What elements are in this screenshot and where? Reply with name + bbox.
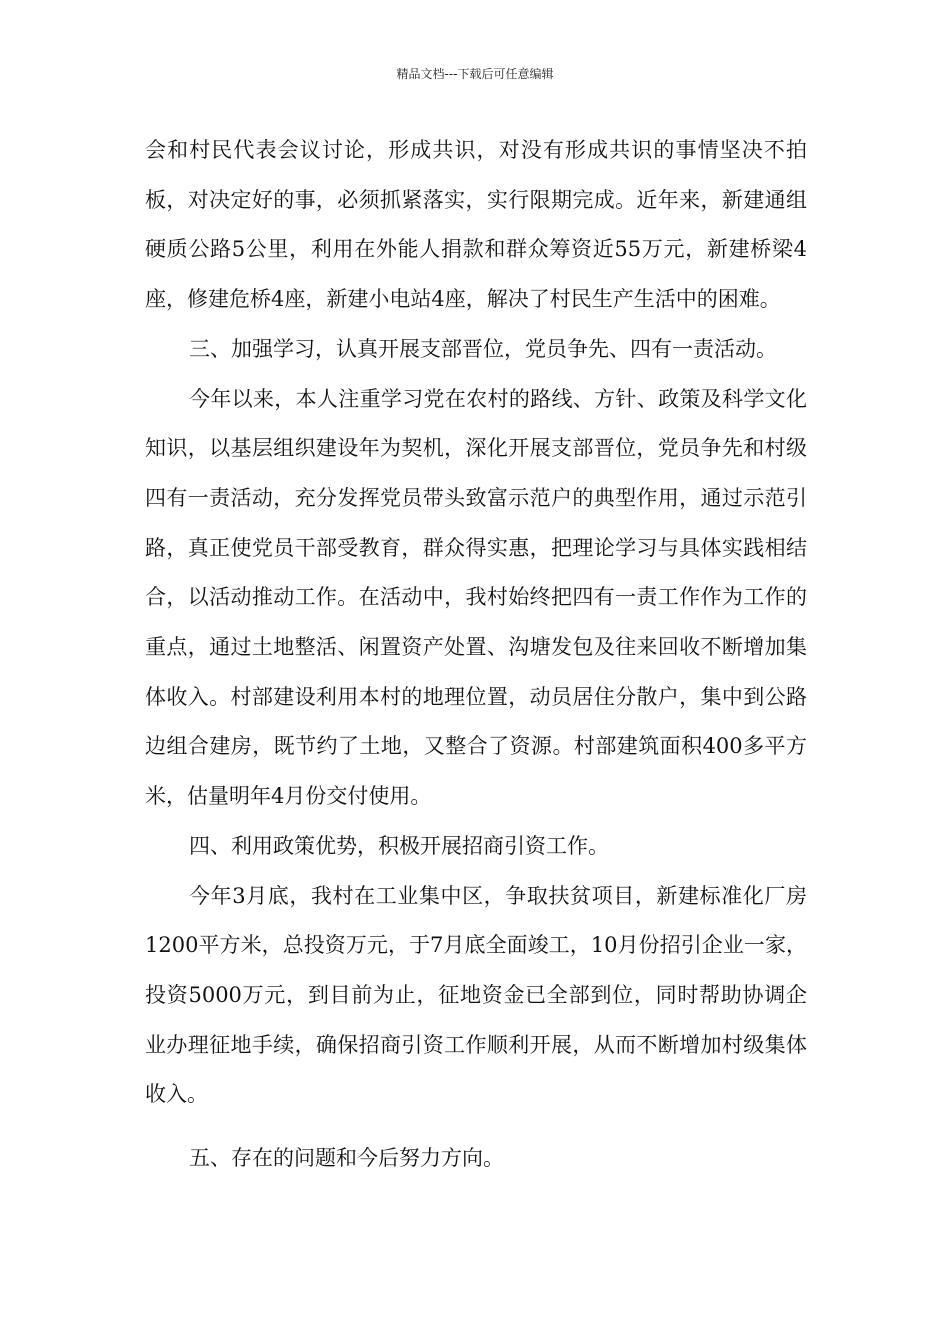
paragraph-section-3: 今年以来，本人注重学习党在农村的路线、方针、政策及科学文化知识，以基层组织建设年为契机，深化开展支部晋位，党员争先和村级四有一责活动，充分发挥党员带头致富示范户的典型作用，通过示范引路，真正使党员干部受教育，群众得实惠，把理论学习与具体实践相结合，以活动推动工作。在活动中，我村始终把四有一责工作作为工作的重点，通过土地整活、闲置资产处置、沟塘发包及往来回收不断增加集体收入。村部建设利用本村的地理位置，动员居住分散户，集中到公路边组合建房，既节约了土地，又整合了资源。村部建筑面积400多平方米，估量明年4月份交付使用。 bbox=[145, 386, 807, 809]
paragraph-continuation: 会和村民代表会议讨论，形成共识，对没有形成共识的事情坚决不拍板，对决定好的事，必须抓紧落实，实行限期完成。近年来，新建通组硬质公路5公里，利用在外能人捐款和群众筹资近55万元，新建桥梁4座，修建危桥4座，新建小电站4座，解决了村民生产生活中的困难。 bbox=[145, 138, 807, 312]
section-heading-4: 四、利用政策优势，积极开展招商引资工作。 bbox=[189, 833, 609, 858]
paragraph-section-4: 今年3月底，我村在工业集中区，争取扶贫项目，新建标准化厂房1200平方米，总投资万元，于7月底全面竣工，10月份招引企业一家，投资5000万元，到目前为止，征地资金已全部到位，同时帮助协调企业办理征地手续，确保招商引资工作顺利开展，从而不断增加村级集体收入。 bbox=[145, 883, 807, 1107]
document-body bbox=[145, 126, 807, 1184]
paragraph-gap bbox=[145, 1120, 807, 1134]
section-heading-5: 五、存在的问题和今后努力方向。 bbox=[189, 1146, 504, 1171]
section-heading-3: 三、加强学习，认真开展支部晋位，党员争先、四有一责活动。 bbox=[189, 336, 777, 361]
page-header: 精品文档---下载后可任意编辑 bbox=[396, 67, 554, 81]
